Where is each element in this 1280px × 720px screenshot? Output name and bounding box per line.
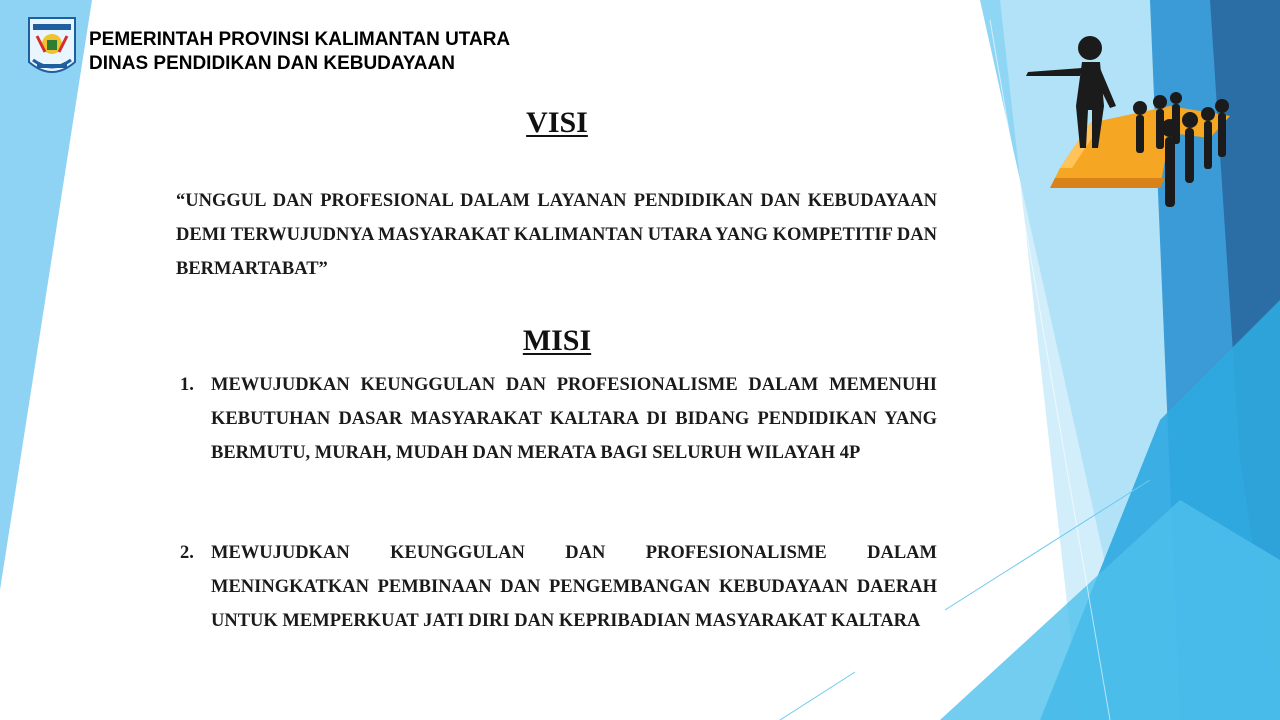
organization-name [89,28,510,76]
misi-item-number: 2. [180,543,194,563]
visi-statement: “UNGGUL DAN PROFESIONAL DALAM LAYANAN PENDIDIKAN DAN KEBUDAYAAN DEMI TERWUJUDNYA MASYARAKAT KALIMANTAN UTARA YANG KOMPETITIF DAN BERMARTABAT” [176,191,937,279]
org-line-department: DINAS PENDIDIKAN DAN KEBUDAYAAN [89,53,455,74]
misi-heading: MISI [522,324,592,357]
header [27,16,511,82]
province-emblem-icon [27,16,77,82]
left-blue-wedge [0,0,92,590]
leader-figures-illustration [1020,28,1240,218]
misi-item [180,536,937,638]
misi-item-number: 1. [180,375,194,395]
visi-heading: VISI [526,106,588,139]
misi-item-text: MEWUJUDKAN KEUNGGULAN DAN PROFESIONALISME DALAM MEMENUHI KEBUTUHAN DASAR MASYARAKAT KALTARA DI BIDANG PENDIDIKAN YANG BERMUTU, MURAH, MUDAH DAN MERATA BAGI SELURUH WILAYAH 4P [211,375,937,463]
misi-item [180,368,937,470]
misi-item-text: MEWUJUDKAN KEUNGGULAN DAN PROFESIONALISME DALAM MENINGKATKAN PEMBINAAN DAN PENGEMBANGAN KEBUDAYAAN DAERAH UNTUK MEMPERKUAT JATI DIRI DAN KEPRIBADIAN MASYARAKAT KALTARA [211,543,937,631]
org-line-province: PEMERINTAH PROVINSI KALIMANTAN UTARA [89,29,511,50]
